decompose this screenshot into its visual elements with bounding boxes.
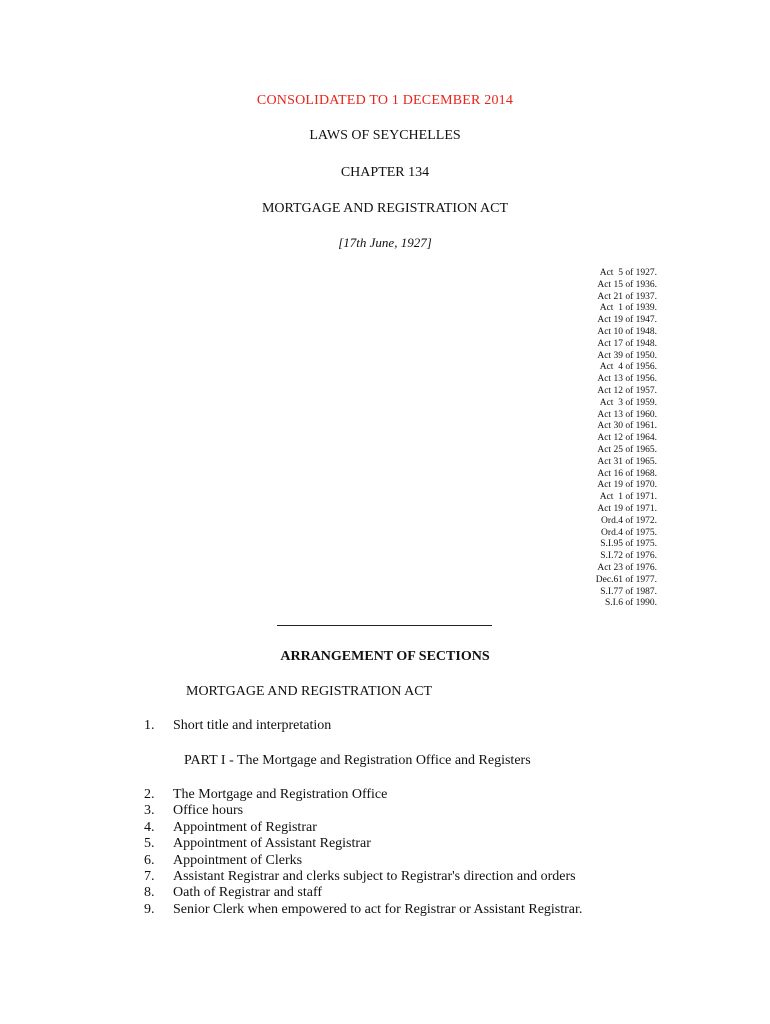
part-one-heading: PART I - The Mortgage and Registration Office and Registers <box>184 753 531 768</box>
section-entry <box>144 885 582 901</box>
act-subheading: MORTGAGE AND REGISTRATION ACT <box>186 684 433 699</box>
section-number: 8. <box>144 885 155 901</box>
amendment-entry: Act 39 of 1950. <box>597 350 657 361</box>
section-entry <box>144 820 582 836</box>
amendment-entry: Act 25 of 1965. <box>597 444 657 455</box>
section-entry <box>144 853 582 869</box>
section-entry <box>144 803 582 819</box>
amendment-entry: S.I.72 of 1976. <box>600 551 657 562</box>
section-entry <box>144 836 582 852</box>
amendment-entry: Act 15 of 1936. <box>597 279 657 290</box>
amendment-entry: Act 30 of 1961. <box>597 421 657 432</box>
section-title: Assistant Registrar and clerks subject to Registrar's direction and orders <box>173 868 576 884</box>
section-number: 1. <box>144 718 155 733</box>
amendment-entry: Ord.4 of 1975. <box>601 527 657 538</box>
section-list-part-one <box>144 787 582 918</box>
amendment-entry: Act 1 of 1971. <box>599 492 657 503</box>
section-number: 6. <box>144 852 155 868</box>
section-title: Appointment of Registrar <box>173 819 317 835</box>
section-entry <box>144 869 582 885</box>
section-entry <box>144 902 582 918</box>
amendment-entry: Act 31 of 1965. <box>597 456 657 467</box>
amendment-entry: Act 12 of 1964. <box>597 433 657 444</box>
section-divider <box>277 625 492 626</box>
amendment-entry: Act 17 of 1948. <box>597 338 657 349</box>
amendment-entry: S.I.6 of 1990. <box>605 598 657 609</box>
amendment-entry: Act 1 of 1939. <box>599 303 657 314</box>
section-title: Appointment of Assistant Registrar <box>173 836 371 852</box>
section-number: 5. <box>144 836 155 852</box>
amendment-entry: S.I.77 of 1987. <box>600 586 657 597</box>
section-number: 9. <box>144 901 155 917</box>
section-title: Appointment of Clerks <box>173 852 303 868</box>
act-title: MORTGAGE AND REGISTRATION ACT <box>261 201 509 216</box>
arrangement-heading: ARRANGEMENT OF SECTIONS <box>280 649 490 664</box>
amendment-entry: Act 16 of 1968. <box>597 468 657 479</box>
amendment-entry: Act 19 of 1970. <box>597 480 657 491</box>
amendment-entry: Act 10 of 1948. <box>597 326 657 337</box>
amendment-entry: S.I.95 of 1975. <box>600 539 657 550</box>
amendment-entry: Act 3 of 1959. <box>599 397 657 408</box>
act-date: [17th June, 1927] <box>338 235 432 250</box>
amendment-entry: Act 21 of 1937. <box>597 291 657 302</box>
amendment-history-list <box>596 268 657 610</box>
section-title: Short title and interpretation <box>173 718 332 733</box>
section-entry <box>144 718 331 734</box>
section-title: The Mortgage and Registration Office <box>173 787 388 802</box>
section-number: 4. <box>144 819 155 835</box>
consolidation-notice: CONSOLIDATED TO 1 DECEMBER 2014 <box>256 93 514 108</box>
amendment-entry: Act 12 of 1957. <box>597 385 657 396</box>
amendment-entry: Act 23 of 1976. <box>597 562 657 573</box>
section-number: 3. <box>144 803 155 819</box>
amendment-entry: Act 5 of 1927. <box>599 268 657 278</box>
amendment-entry: Act 13 of 1960. <box>597 409 657 420</box>
section-list-intro <box>144 718 331 734</box>
section-title: Office hours <box>173 803 244 819</box>
amendment-entry: Act 19 of 1947. <box>597 315 657 326</box>
amendment-entry: Act 4 of 1956. <box>599 362 657 373</box>
chapter-number: CHAPTER 134 <box>340 165 430 180</box>
section-entry <box>144 787 582 803</box>
amendment-entry: Act 13 of 1956. <box>597 374 657 385</box>
amendment-entry: Ord.4 of 1972. <box>601 515 657 526</box>
amendment-entry: Dec.61 of 1977. <box>595 574 657 585</box>
section-title: Senior Clerk when empowered to act for Registrar or Assistant Registrar. <box>173 901 583 917</box>
section-number: 7. <box>144 868 155 884</box>
amendment-entry: Act 19 of 1971. <box>597 503 657 514</box>
laws-title: LAWS OF SEYCHELLES <box>309 128 461 143</box>
section-title: Oath of Registrar and staff <box>173 885 323 901</box>
section-number: 2. <box>144 787 155 802</box>
